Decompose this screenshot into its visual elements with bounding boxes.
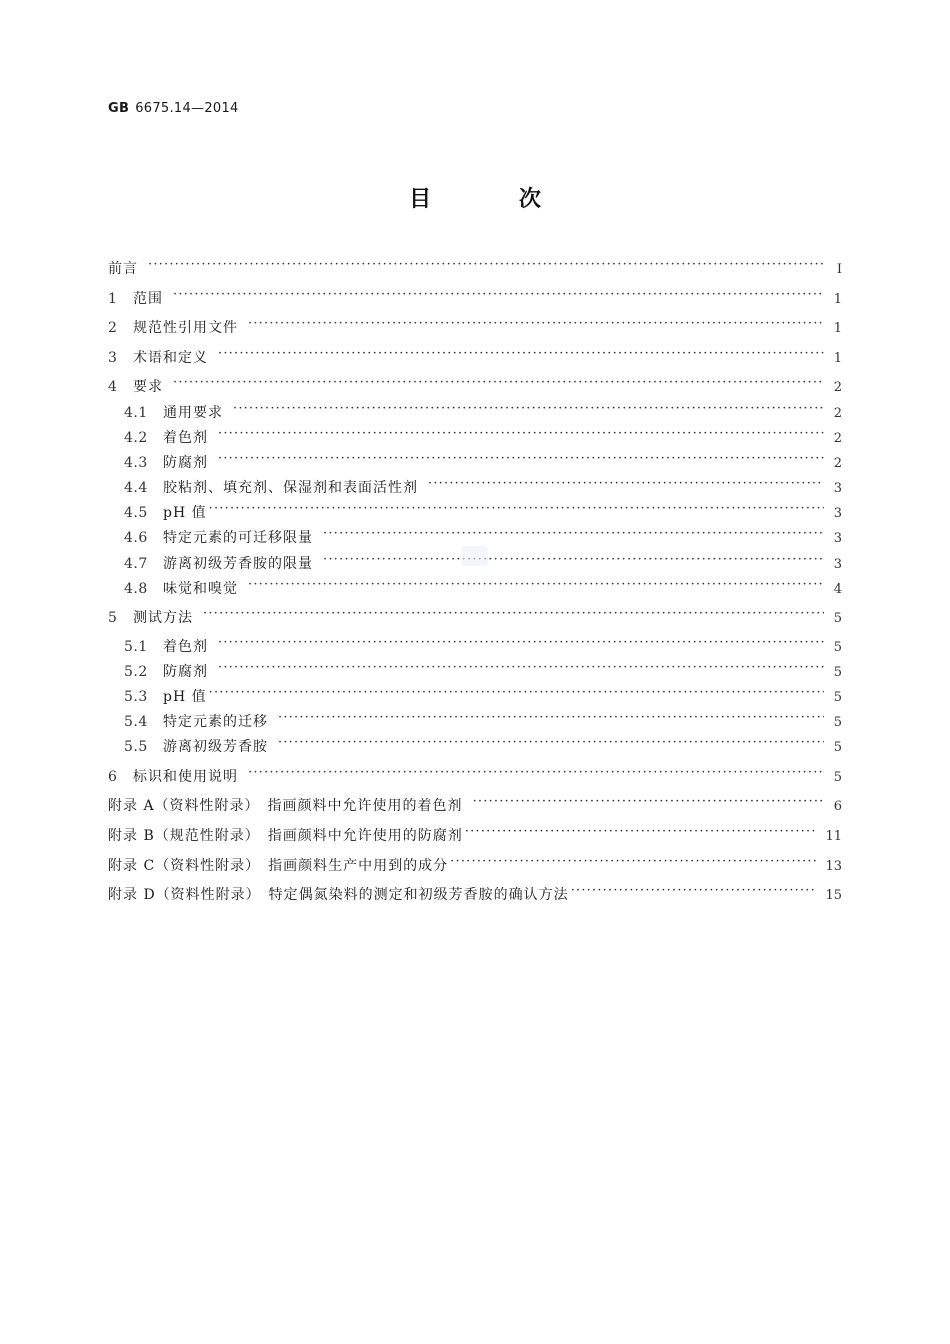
toc-entry-label: 游离初级芳香胺 xyxy=(163,739,268,756)
toc-entry-page: 3 xyxy=(833,556,842,572)
toc-entry-label: pH 值 xyxy=(163,505,207,522)
toc-entry-label: 要求 xyxy=(133,379,163,396)
toc-entry-page: 3 xyxy=(833,481,842,497)
toc-entry-page: 11 xyxy=(825,828,842,844)
toc-entry-label: 标识和使用说明 xyxy=(133,768,238,785)
dot-leader xyxy=(278,737,824,751)
toc-entry-5-3[interactable] xyxy=(108,687,842,712)
standard-header xyxy=(108,101,239,116)
toc-entry-page: 5 xyxy=(833,769,842,785)
toc-entry-appendix-d[interactable] xyxy=(108,885,842,915)
toc-entry-label: 附录 C（资料性附录） 指画颜料生产中用到的成分 xyxy=(108,857,449,874)
toc-entry-number: 4.5 xyxy=(124,505,148,522)
toc-entry-label: 防腐剂 xyxy=(163,455,208,472)
toc-entry-page: 5 xyxy=(833,740,842,756)
toc-entry-label: 范围 xyxy=(133,290,163,307)
dot-leader xyxy=(218,348,824,362)
toc-entry-label: 着色剂 xyxy=(163,430,208,447)
toc-entry-5[interactable] xyxy=(108,608,842,637)
toc-entry-label: 通用要求 xyxy=(163,404,223,421)
toc-entry-4-1[interactable] xyxy=(108,403,842,428)
toc-entry-number: 4.2 xyxy=(124,430,148,447)
toc-entry-appendix-b[interactable] xyxy=(108,826,842,856)
watermark-logo xyxy=(462,546,488,566)
toc-entry-page: 3 xyxy=(833,506,842,522)
toc-entry-label: 规范性引用文件 xyxy=(133,320,238,337)
toc-entry-label: 着色剂 xyxy=(163,638,208,655)
toc-entry-number: 4.1 xyxy=(124,404,148,421)
dot-leader xyxy=(218,662,824,676)
toc-entry-5-1[interactable] xyxy=(108,637,842,662)
toc-entry-number: 4.7 xyxy=(124,555,148,572)
dot-leader xyxy=(323,554,824,568)
toc-entry-number: 6 xyxy=(108,768,118,785)
dot-leader xyxy=(248,767,824,781)
toc-entry-page: 2 xyxy=(833,431,842,447)
toc-entry-label: pH 值 xyxy=(163,689,207,705)
toc-entry-page: 1 xyxy=(833,350,842,366)
toc-entry-label: 前言 xyxy=(108,261,138,277)
dot-leader xyxy=(173,289,824,303)
dot-leader xyxy=(203,608,824,622)
toc-entry-label: 附录 B（规范性附录） 指画颜料中允许使用的防腐剂 xyxy=(108,827,463,844)
dot-leader xyxy=(218,637,824,651)
dot-leader xyxy=(248,579,824,593)
toc-entry-appendix-c[interactable] xyxy=(108,856,842,886)
toc-entry-page: 3 xyxy=(833,531,842,547)
toc-entry-number: 5 xyxy=(108,610,118,627)
toc-entry-page: 5 xyxy=(833,664,842,680)
dot-leader xyxy=(218,453,824,467)
toc-entry-number: 4.8 xyxy=(124,580,148,597)
table-of-contents xyxy=(108,259,842,915)
dot-leader xyxy=(148,259,824,273)
toc-entry-4[interactable] xyxy=(108,377,842,403)
toc-entry-page: 2 xyxy=(833,405,842,421)
toc-entry-label: 附录 D（资料性附录） 特定偶氮染料的测定和初级芳香胺的确认方法 xyxy=(108,887,569,904)
dot-leader xyxy=(278,712,824,726)
toc-entry-4-3[interactable] xyxy=(108,453,842,478)
toc-entry-number: 4.3 xyxy=(124,455,148,472)
toc-entry-page: Ⅰ xyxy=(836,262,842,277)
dot-leader xyxy=(473,796,824,810)
dot-leader xyxy=(173,377,824,391)
dot-leader xyxy=(428,478,824,492)
toc-entry-number: 5.4 xyxy=(124,714,148,731)
dot-leader xyxy=(571,885,818,899)
dot-leader xyxy=(218,428,824,442)
toc-entry-label: 特定元素的可迁移限量 xyxy=(163,530,313,547)
toc-entry-label: 特定元素的迁移 xyxy=(163,714,268,731)
standard-number: 6675.14—2014 xyxy=(135,101,239,116)
toc-entry-number: 1 xyxy=(108,290,118,307)
toc-entry-label: 测试方法 xyxy=(133,610,193,627)
toc-entry-number: 2 xyxy=(108,320,118,337)
toc-entry-label: 附录 A（资料性附录） 指画颜料中允许使用的着色剂 xyxy=(108,798,463,815)
toc-entry-5-2[interactable] xyxy=(108,662,842,687)
dot-leader xyxy=(323,528,824,542)
toc-entry-page: 2 xyxy=(833,456,842,472)
dot-leader xyxy=(209,687,824,701)
toc-entry-number: 4.4 xyxy=(124,480,148,497)
toc-entry-number: 3 xyxy=(108,349,118,366)
toc-entry-3[interactable] xyxy=(108,348,842,378)
toc-entry-4-8[interactable] xyxy=(108,579,842,609)
toc-entry-preface[interactable] xyxy=(108,259,842,289)
dot-leader xyxy=(233,403,824,417)
dot-leader xyxy=(248,318,824,332)
toc-entry-page: 1 xyxy=(833,291,842,307)
toc-entry-page: 2 xyxy=(833,380,842,396)
dot-leader xyxy=(465,826,818,840)
toc-entry-page: 1 xyxy=(833,321,842,337)
toc-entry-4-5[interactable] xyxy=(108,503,842,528)
dot-leader xyxy=(209,503,824,517)
toc-entry-page: 6 xyxy=(833,799,842,815)
toc-entry-page: 5 xyxy=(833,715,842,731)
toc-entry-number: 5.1 xyxy=(124,638,148,655)
toc-entry-page: 4 xyxy=(833,581,842,597)
toc-entry-label: 防腐剂 xyxy=(163,663,208,680)
toc-entry-page: 5 xyxy=(833,690,842,705)
toc-entry-4-2[interactable] xyxy=(108,428,842,453)
toc-entry-number: 5.3 xyxy=(124,689,148,705)
page-title: 目 次 xyxy=(409,187,581,212)
toc-entry-page: 5 xyxy=(833,639,842,655)
toc-entry-label: 味觉和嗅觉 xyxy=(163,580,238,597)
toc-entry-page: 13 xyxy=(825,858,842,874)
toc-entry-number: 5.5 xyxy=(124,739,148,756)
toc-entry-appendix-a[interactable] xyxy=(108,796,842,826)
toc-entry-number: 4 xyxy=(108,379,118,396)
toc-entry-5-4[interactable] xyxy=(108,712,842,737)
toc-entry-page: 5 xyxy=(833,611,842,627)
toc-entry-4-4[interactable] xyxy=(108,478,842,503)
toc-entry-2[interactable] xyxy=(108,318,842,348)
toc-entry-page: 15 xyxy=(825,888,842,904)
toc-entry-number: 5.2 xyxy=(124,663,148,680)
toc-entry-label: 术语和定义 xyxy=(133,349,208,366)
toc-entry-label: 游离初级芳香胺的限量 xyxy=(163,555,313,572)
toc-entry-5-5[interactable] xyxy=(108,737,842,767)
toc-entry-1[interactable] xyxy=(108,289,842,319)
dot-leader xyxy=(450,856,817,870)
standard-code: GB xyxy=(108,101,130,116)
toc-entry-6[interactable] xyxy=(108,767,842,797)
toc-entry-number: 4.6 xyxy=(124,530,148,547)
toc-entry-label: 胶粘剂、填充剂、保湿剂和表面活性剂 xyxy=(163,480,418,497)
